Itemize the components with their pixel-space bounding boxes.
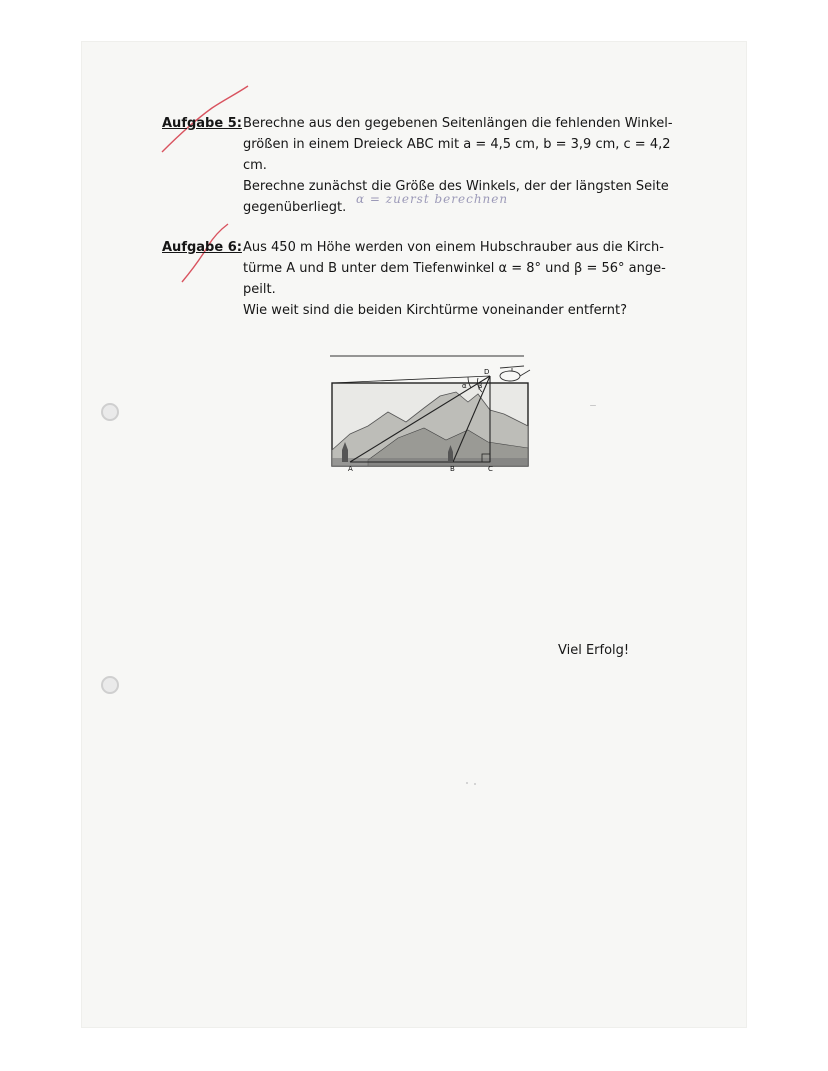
task-label: Aufgabe 6: [162,240,242,255]
task-line: Aus 450 m Höhe werden von einem Hubschrauber aus die Kirch- [243,240,664,255]
task-line: größen in einem Dreieck ABC mit a = 4,5 cm, b = 3,9 cm, c = 4,2 cm. [243,137,671,173]
point-label-c: C [488,465,493,472]
task-line: Berechne zunächst die Größe des Winkels, der der längsten Seite [243,179,669,194]
helicopter-icon [500,366,530,381]
church-tower-b [448,452,453,462]
point-label-d: D [484,368,490,376]
punch-hole-bottom [101,676,119,694]
task-line: peilt. [243,282,276,297]
task-text [243,237,683,321]
task-label: Aufgabe 5: [162,116,242,131]
point-label-b: B [450,465,455,472]
handwritten-note: α = zuerst berechnen [356,192,509,206]
closing-remark: Viel Erfolg! [558,643,630,658]
task-line: türme A und B unter dem Tiefenwinkel α = 8° und β = 56° ange- [243,261,666,276]
angle-label-beta: β [478,382,483,390]
pencil-dash [590,405,596,406]
task-line: Berechne aus den gegebenen Seitenlängen die fehlenden Winkel- [243,116,673,131]
helicopter-figure [328,350,533,472]
angle-label-alpha: α [462,382,467,390]
pencil-dot [466,782,468,784]
church-tower-a [342,450,348,462]
pencil-dot [474,783,476,785]
task-5 [162,113,692,215]
task-line: gegenüberliegt. [243,200,347,215]
punch-hole-top [101,403,119,421]
task-6 [162,237,692,327]
task-line: Wie weit sind die beiden Kirchtürme voneinander entfernt? [243,303,628,318]
point-label-a: A [348,465,353,472]
